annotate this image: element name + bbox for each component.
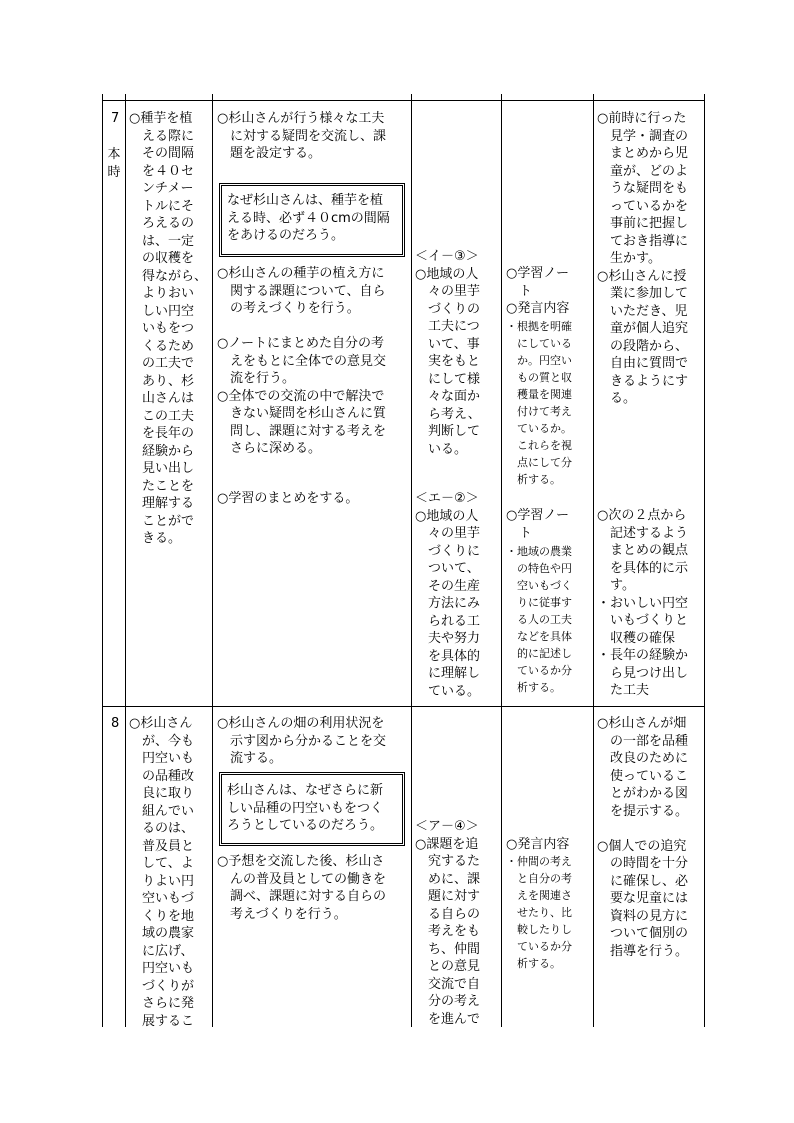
column-divider [501,94,502,1027]
column-divider [212,94,213,1027]
row7-method-1-detail: ・根拠を明確 にしている か。円空い もの質と収 穫量を関連 付けて考え ているか。 これらを視 点にして分 析する。 [506,320,572,486]
table-border-left [102,94,103,1027]
table-border-right [704,94,705,1027]
row8-support-1: ○杉山さんが畑 の一部を品種 改良のために 使っているこ とがわかる図 を提示する。 ○個人での追究 の時間を十分 に確保し、必 要な児童には 資料の見方に ついて個別の 指導を行う。 [597,716,689,959]
row8-method-1-detail: ・仲間の考え と自分の考 えを関連さ せたり、比 較したりし ているか分 析する。 [506,855,572,970]
row7-evaluation-2: ＜エ－②＞ ○地域の人 々の里芋 づくりに ついて、 その生産 方法にみ られる工 夫や努力 を具体的 に理解し ている。 [415,491,481,699]
row8-evaluation-1: ＜ア－④＞ ○課題を追 究するた めに、課 題に対す る自らの 考えをも ち、仲間 との意見 交流で自 分の考え を進んで [415,819,481,1027]
row7-method-1: ○学習ノー ト ○発言内容 [506,266,570,316]
table-top-line [102,100,704,101]
row8-question-text: 杉山さんは、なぜさらに新 しい品種の円空いもをつく ろうとしているのだろう。 [227,783,384,833]
column-divider [125,94,126,1027]
row7-activity-4: ○学習のまとめをする。 [217,491,359,506]
row8-activity-1: ○杉山さんの畑の利用状況を 示す図から分かることを交 流する。 [217,716,387,766]
row7-activity-2: ○杉山さんの種芋の植え方に 関する課題について、自ら の考えづくりを行う。 [217,266,386,316]
row7-activity-3: ○ノートにまとめた自分の考 えをもとに全体での意見交 流を行う。 ○全体での交流の中で解決で きない疑問を杉山さんに質 問し、課題に対する考えを さらに深める。 [217,336,387,456]
row7-question-text: なぜ杉山さんは、種芋を植 える時、必ず４０cmの間隔 をあけるのだろう。 [227,193,390,243]
row7-method-2-detail: ・地域の農業 の特色や円 空いもづく りに従事す る人の工夫 などを具体 的に記述し ているか分 析する。 [506,545,572,694]
row7-activity-1: ○杉山さんが行う様々な工夫 に対する疑問を交流し、課 題を設定する。 [217,111,387,161]
row7-support-2: ○次の２点から 記述するよう まとめの観点 を具体的に示 す。 ・おいしい円空 いもづくりと 収穫の確保 ・長年の経験か ら見つけ出し た工夫 [597,508,689,698]
row8-number: 8 [111,716,120,731]
row7-method-2: ○学習ノー ト [506,508,569,541]
row7-honji-label: 本 時 [107,147,121,180]
row-divider [102,706,704,707]
row8-activity-2: ○予想を交流した後、杉山さ んの普及員としての働きを 調べ、課題に対する自らの 考えづくりを行う。 [217,854,387,922]
column-divider [411,94,412,1027]
column-divider [593,94,594,1027]
row7-number: 7 [111,111,120,126]
row7-support-1: ○前時に行った 見学・調査の まとめから児 童が、どのよ うな疑問をも っているかを 事前に把握し ておき指導に 生かす。 ○杉山さんに授 業に参加して いただき、児 童が個人追究 の段階から、 自由に質問で きるようにす る。 [597,111,689,406]
row7-evaluation-1: ＜イ－③＞ ○地域の人 々の里芋 づくりの 工夫につ いて、事 実をもと にして様 々な面か ら考え、 判断して いる。 [415,249,481,457]
row8-objective: ○杉山さん が、今も 円空いも の品種改 良に取り 組んでい るのは、 普及員と して、よ りよい円 空いもづ くりを地 域の農家 に広げ、 円空いも づくりが さらに発 展するこ [129,716,195,1029]
row8-method-1: ○発言内容 [506,837,570,852]
row7-objective: ○種芋を植 える際に その間隔 を４０セ ンチメー トルにそ ろえるの は、一定 の収穫を 得ながら、 よりおい しい円空 いもをつ くるため の工夫で あり、杉 山さんは この工夫 を長年の 経験から 見い出し たことを 理解する ことがで きる。 [129,111,208,546]
